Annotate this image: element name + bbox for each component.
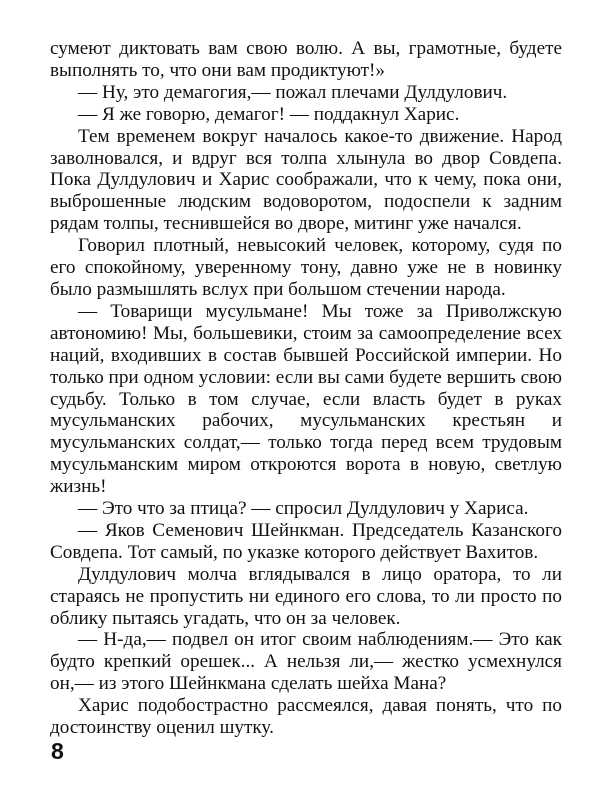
paragraph-1: сумеют диктовать вам свою волю. А вы, грамотные, будете выполнять то, что они вам продиктуют!»: [50, 38, 562, 81]
paragraph-10: — Н-да,— подвел он итог своим наблюдениям.— Это как будто крепкий орешек... А нельзя ли,— жестко усмехнулся он,— из этого Шейнкмана сделать шейха Мана?: [50, 629, 562, 695]
paragraph-5: Говорил плотный, невысокий человек, которому, судя по его спокойному, уверенному тону, давно уже не в новинку было размышлять вслух при большом стечении народа.: [50, 235, 562, 300]
paragraph-2: — Ну, это демагогия,— пожал плечами Дулдулович.: [78, 81, 508, 103]
paragraph-9: Дулдулович молча вглядывался в лицо оратора, то ли стараясь не пропустить ни единого его слова, то ли просто по облику пытаясь угадать, что он за человек.: [50, 563, 562, 629]
paragraph-6: — Товарищи мусульмане! Мы тоже за Приволжскую автономию! Мы, большевики, стоим за самоопределение всех наций, входивших в состав бывшей Российской империи. Но только при одном условии: если вы сами будете вершить свою судьбу. Только в том случае, если власть будет в руках мусульманских рабочих, мусульманских крестьян и мусульманских солдат,— только тогда перед всем трудовым мусульманским миром откроются ворота в новую, светлую жизнь!: [50, 300, 562, 498]
paragraph-4: Тем временем вокруг началось какое-то движение. Народ заволновался, и вдруг вся толпа хлынула во двор Совдепа. Пока Дулдулович и Харис соображали, что к чему, пока они, выброшенные людским водоворотом, подоспели к задним рядам толпы, теснившейся во дворе, митинг уже начался.: [50, 125, 562, 235]
paragraph-8: — Яков Семенович Шейнкман. Председатель Казанского Совдепа. Тот самый, по указке которого действует Вахитов.: [50, 519, 562, 563]
page-body: [50, 38, 562, 739]
paragraph-3: — Я же говорю, демагог! — поддакнул Харис.: [78, 103, 460, 125]
page-number: 8: [51, 738, 64, 764]
paragraph-11: Харис подобострастно рассмеялся, давая понять, что по достоинству оценил шутку.: [50, 695, 562, 739]
paragraph-7: — Это что за птица? — спросил Дулдулович у Хариса.: [78, 498, 529, 520]
